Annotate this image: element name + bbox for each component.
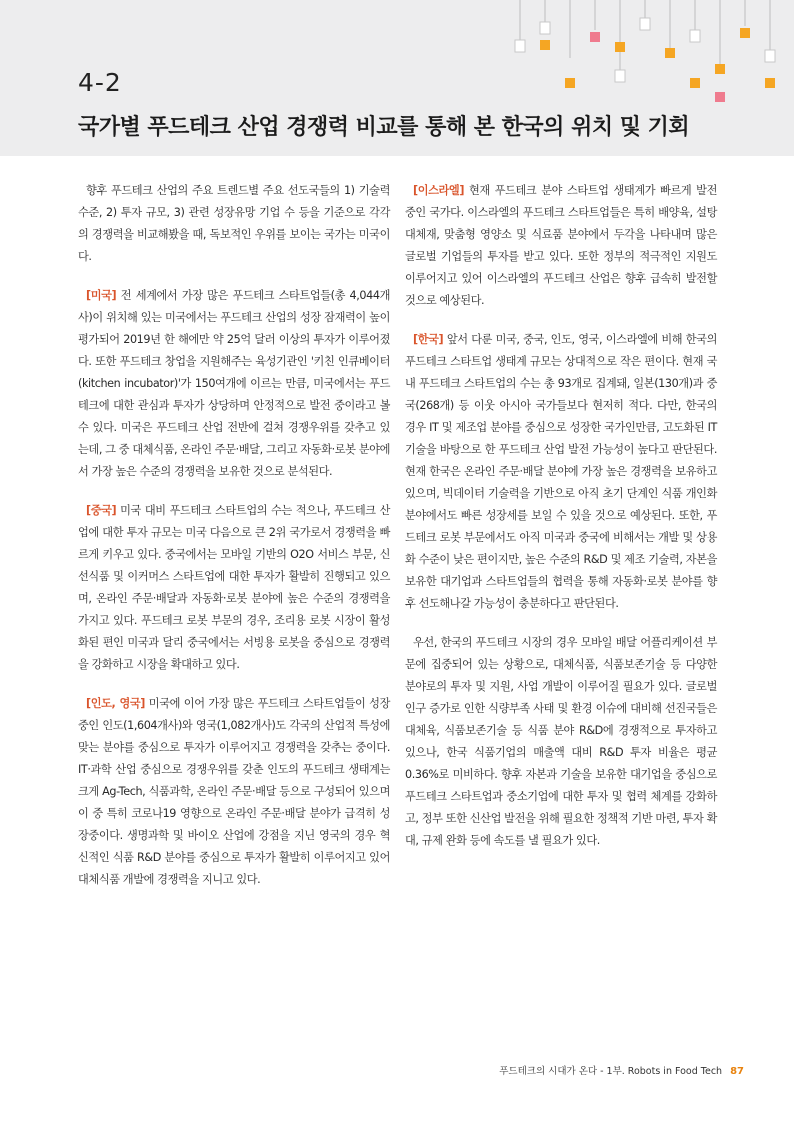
paragraph-usa xyxy=(78,285,390,483)
page-footer xyxy=(499,1063,744,1077)
paragraph-conclusion xyxy=(405,632,717,852)
section-number: 4-2 xyxy=(78,68,122,97)
paragraph-text: 전 세계에서 가장 많은 푸드테크 스타트업들(총 4,044개사)이 위치해 있는 미국에서는 푸드테크 산업의 성장 잠재력이 높이 평가되어 2019년 한 해에만 약 25억 달러 이상의 투자가 이루어졌다. 또한 푸드테크 창업을 지원해주는 육성기관인 '키친 인큐베이터(kitchen incubator)'가 150여개에 이르는 만큼, 미국에서는 푸드테크에 대한 관심과 투자가 상당하며 안정적으로 발전 중이라고 볼 수 있다. 미국은 푸드테크 산업 전반에 걸쳐 경쟁우위를 갖추고 있는데, 그 중 대체식품, 온라인 주문·배달, 그리고 자동화·로봇 분야에서 가장 높은 수준의 경쟁력을 보유한 것으로 분석된다. xyxy=(78,289,390,478)
paragraph-tag: [인도, 영국] xyxy=(86,697,146,710)
paragraph-text: 앞서 다룬 미국, 중국, 인도, 영국, 이스라엘에 비해 한국의 푸드테크 스타트업 생태계 규모는 상대적으로 작은 편이다. 현재 국내 푸드테크 스타트업의 수는 총 93개로 집계돼, 일본(130개)과 중국(268개) 등 이웃 아시아 국가들보다 현저히 적다. 다만, 한국의 경우 IT 및 제조업 분야를 중심으로 성장한 국가인만큼, 고도화된 IT 기술을 바탕으로 한 푸드테크 산업 발전 가능성이 높다고 판단된다. 현재 한국은 온라인 주문·배달 분야에 가장 높은 경쟁력을 보유하고 있으며, 빅데이터 기술력을 기반으로 아직 초기 단계인 식품 개인화 분야에서도 빠른 성장세를 보일 수 있을 것으로 예상된다. 또한, 푸드테크 로봇 부문에서도 아직 미국과 중국에 비해서는 개발 및 상용화 수준이 낮은 편이지만, 높은 수준의 R&D 및 제조 기술력, 자본을 보유한 대기업과 스타트업들의 협력을 통해 자동화·로봇 분야를 향후 선도해나갈 가능성이 충분하다고 판단된다. xyxy=(405,333,717,610)
paragraph-tag: [이스라엘] xyxy=(413,184,465,197)
paragraph-tag: [미국] xyxy=(86,289,117,302)
paragraph-text: 미국 대비 푸드테크 스타트업의 수는 적으나, 푸드테크 산업에 대한 투자 규모는 미국 다음으로 큰 2위 국가로서 경쟁력을 빠르게 키우고 있다. 중국에서는 모바일 기반의 O2O 서비스 부문, 신선식품 및 이커머스 스타트업에 대한 투자가 활발히 진행되고 있으며, 온라인 주문·배달과 자동화·로봇 분야에 높은 수준의 경쟁력을 가지고 있다. 푸드테크 로봇 부문의 경우, 조리용 로봇 시장이 활성화된 편인 미국과 달리 중국에서는 서빙용 로봇을 중심으로 경쟁력을 강화하고 시장을 확대하고 있다. xyxy=(78,504,390,671)
paragraph-india-uk xyxy=(78,693,390,891)
left-column xyxy=(78,180,390,908)
section-title: 국가별 푸드테크 산업 경쟁력 비교를 통해 본 한국의 위치 및 기회 xyxy=(78,115,690,140)
paragraph-text: 현재 푸드테크 분야 스타트업 생태계가 빠르게 발전 중인 국가다. 이스라엘의 푸드테크 스타트업들은 특히 배양육, 설탕 대체재, 맞춤형 영양소 및 식료품 분야에서 두각을 나타내며 많은 글로벌 기업들의 투자를 받고 있다. 또한 정부의 적극적인 지원도 이루어지고 있어 이스라엘의 푸드테크 산업은 향후 급속히 발전할 것으로 예상된다. xyxy=(405,184,717,307)
paragraph-israel xyxy=(405,180,717,312)
paragraph-tag: [중국] xyxy=(86,504,117,517)
paragraph-text: 우선, 한국의 푸드테크 시장의 경우 모바일 배달 어플리케이션 부문에 집중되어 있는 상황으로, 대체식품, 식품보존기술 등 다양한 분야로의 투자 및 지원, 사업 개발이 이루어질 필요가 있다. 글로벌 인구 증가로 인한 식량부족 사태 및 환경 이슈에 대비해 선진국들은 대체육, 식품보존기술 등 식품 분야 R&D에 경쟁적으로 투자하고 있으나, 한국 식품기업의 매출액 대비 R&D 투자 비율은 평균 0.36%로 미비하다. 향후 자본과 기술을 보유한 대기업을 중심으로 푸드테크 스타트업과 중소기업에 대한 투자 및 협력 체계를 강화하고, 정부 또한 신산업 발전을 위해 필요한 정책적 기반 마련, 투자 확대, 규제 완화 등에 속도를 낼 필요가 있다. xyxy=(405,636,717,847)
paragraph-china xyxy=(78,500,390,676)
running-title: 푸드테크의 시대가 온다 - 1부. Robots in Food Tech xyxy=(499,1066,723,1077)
paragraph-text: 향후 푸드테크 산업의 주요 트렌드별 주요 선도국들의 1) 기술력 수준, 2) 투자 규모, 3) 관련 성장유망 기업 수 등을 기준으로 각각의 경쟁력을 비교해봤을 때, 독보적인 우위를 보이는 국가는 미국이다. xyxy=(78,184,390,263)
paragraph-intro xyxy=(78,180,390,268)
header-band xyxy=(0,0,794,156)
paragraph-korea xyxy=(405,329,717,615)
paragraph-text: 미국에 이어 가장 많은 푸드테크 스타트업들이 성장 중인 인도(1,604개사)와 영국(1,082개사)도 각국의 산업적 특성에 맞는 분야를 중심으로 투자가 이루어지고 경쟁력을 갖추는 중이다. IT·과학 산업 중심으로 경쟁우위를 갖춘 인도의 푸드테크 생태계는 크게 Ag-Tech, 식품과학, 온라인 주문·배달 등으로 구성되어 있으며 이 중 특히 코로나19 영향으로 온라인 주문·배달 분야가 급격히 성장중이다. 생명과학 및 바이오 산업에 강점을 지닌 영국의 경우 혁신적인 식품 R&D 분야를 중심으로 투자가 활발히 이루어지고 있어 대체식품 개발에 경쟁력을 지니고 있다. xyxy=(78,697,390,886)
page-number: 87 xyxy=(730,1066,744,1077)
right-column xyxy=(405,180,717,869)
paragraph-tag: [한국] xyxy=(413,333,444,346)
